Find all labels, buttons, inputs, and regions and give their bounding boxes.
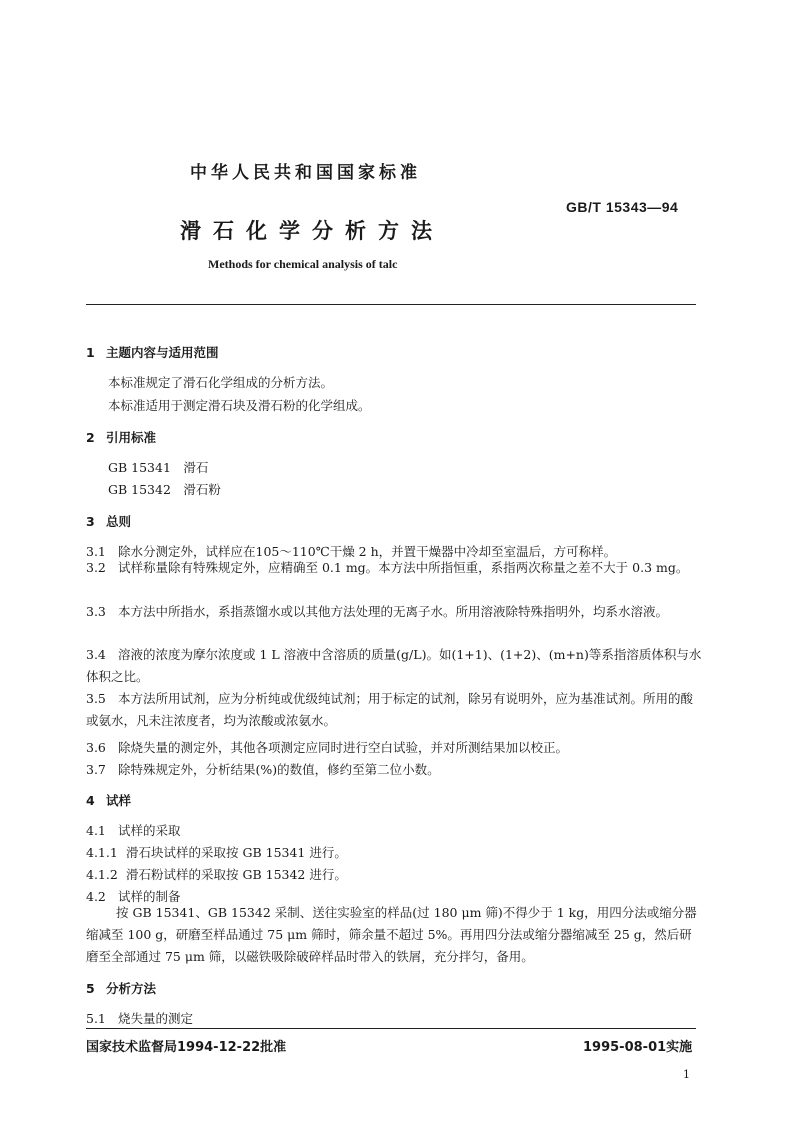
clause-3-2 <box>86 557 702 579</box>
clause-text: 除特殊规定外，分析结果(%)的数值，修约至第二位小数。 <box>118 762 440 777</box>
clause-number: 3.7 <box>86 762 106 777</box>
clause-5-1 <box>86 1009 193 1027</box>
clause-3-4 <box>86 644 702 688</box>
section-number: 4 <box>86 793 95 808</box>
clause-text: 本方法中所指水，系指蒸馏水或以其他方法处理的无离子水。所用溶液除特殊指明外，均系水溶液。 <box>118 604 669 619</box>
section-number: 3 <box>86 514 95 529</box>
clause-text: 除水分测定外，试样应在105～110℃干燥 2 h，并置干燥器中冷却至室温后，方可称样。 <box>118 544 617 559</box>
header-divider <box>86 304 696 305</box>
clause-text: 烧失量的测定 <box>118 1011 194 1026</box>
section-title: 分析方法 <box>106 981 157 996</box>
clause-number: 3.5 <box>86 691 106 706</box>
section-title: 试样 <box>106 793 132 808</box>
clause-number: 4.2 <box>86 889 106 904</box>
section-title: 引用标准 <box>106 430 157 445</box>
approval-line: 国家技术监督局1994-12-22批准 <box>86 1040 287 1055</box>
document-title-en: Methods for chemical analysis of talc <box>208 257 398 271</box>
clause-text: 溶液的浓度为摩尔浓度或 1 L 溶液中含溶质的质量(g/L)。如(1+1)、(1+2)、(m+n)等系指溶质体积与水体积之比。 <box>86 647 702 684</box>
reference-gb15342: GB 15342 滑石粉 <box>108 482 221 497</box>
clause-text: 试样的采取 <box>118 823 181 838</box>
clause-text: 除烧失量的测定外，其他各项测定应同时进行空白试验，并对所测结果加以校正。 <box>118 740 569 755</box>
clause-number: 4.1 <box>86 823 106 838</box>
section-1-paragraph-2: 本标准适用于测定滑石块及滑石粉的化学组成。 <box>108 398 371 413</box>
clause-4-1-1 <box>86 843 347 861</box>
national-standard-label: 中华人民共和国国家标准 <box>190 163 421 183</box>
section-title: 总则 <box>106 514 132 529</box>
clause-text: 试样的制备 <box>118 889 181 904</box>
section-number: 1 <box>86 345 95 360</box>
section-2-heading <box>86 428 156 446</box>
clause-3-6 <box>86 738 568 756</box>
clause-4-2-body: 按 GB 15341、GB 15342 采制、送往实验室的样品(过 180 μm 筛)不得少于 1 kg，用四分法或缩分器缩减至 100 g，研磨至样品通过 75 μm 筛时，筛余量不超过 5%。再用四分法或缩分器缩减至 25 g，然后研磨至全部通过 75 μm 筛，以磁铁吸除破碎样品时带入的铁屑，充分拌匀，备用。 <box>86 905 697 964</box>
section-5-heading <box>86 979 156 997</box>
clause-number: 3.1 <box>86 544 106 559</box>
section-3-heading <box>86 512 131 530</box>
clause-number: 4.1.2 <box>86 867 118 882</box>
clause-number: 3.2 <box>86 560 106 575</box>
section-title: 主题内容与适用范围 <box>106 345 219 360</box>
document-title-zh: 滑石化学分析方法 <box>180 219 444 243</box>
section-1-paragraph-1: 本标准规定了滑石化学组成的分析方法。 <box>108 375 334 390</box>
reference-gb15341: GB 15341 滑石 <box>108 460 209 475</box>
clause-3-7 <box>86 760 440 778</box>
clause-3-5 <box>86 688 702 732</box>
clause-number: 3.6 <box>86 740 106 755</box>
clause-3-3 <box>86 601 702 623</box>
clause-text: 试样称量除有特殊规定外，应精确至 0.1 mg。本方法中所指恒重，系指两次称量之差不大于 0.3 mg。 <box>118 560 689 575</box>
section-number: 5 <box>86 981 95 996</box>
implementation-date: 1995-08-01实施 <box>583 1040 693 1055</box>
clause-number: 3.4 <box>86 647 106 662</box>
section-number: 2 <box>86 430 95 445</box>
page-number: 1 <box>683 1068 690 1081</box>
section-4-heading <box>86 791 131 809</box>
clause-number: 3.3 <box>86 604 106 619</box>
clause-number: 4.1.1 <box>86 845 118 860</box>
clause-text: 滑石块试样的采取按 GB 15341 进行。 <box>126 845 347 860</box>
standard-code: GB/T 15343—94 <box>566 199 679 215</box>
section-1-heading <box>86 343 219 361</box>
clause-text: 滑石粉试样的采取按 GB 15342 进行。 <box>126 867 347 882</box>
clause-text: 本方法所用试剂，应为分析纯或优级纯试剂；用于标定的试剂，除另有说明外，应为基准试剂。所用的酸或氨水，凡未注浓度者，均为浓酸或浓氨水。 <box>86 691 694 728</box>
clause-4-1-2 <box>86 865 347 883</box>
clause-number: 5.1 <box>86 1011 106 1026</box>
footer-divider <box>86 1028 696 1029</box>
clause-4-1 <box>86 821 181 839</box>
